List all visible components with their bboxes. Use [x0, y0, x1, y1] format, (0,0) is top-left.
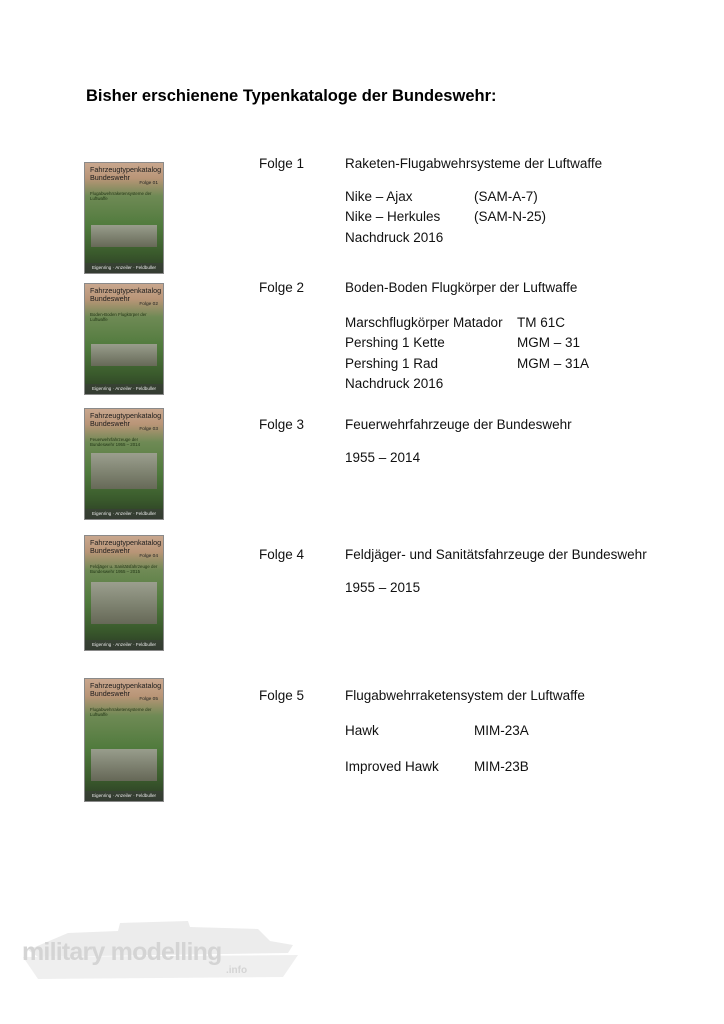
watermark-text: military modelling	[22, 938, 222, 966]
entry-line: Pershing 1 Kette	[345, 335, 445, 350]
catalog-cover-4	[84, 535, 164, 651]
cover-photo	[91, 225, 157, 247]
entry-line: Nachdruck 2016	[345, 230, 444, 245]
entry-code: TM 61C	[517, 315, 566, 330]
cover-folge: Folge 04	[139, 554, 158, 559]
entry-title: Flugabwehrraketensystem der Luftwaffe	[345, 688, 585, 703]
cover-subtitle: Flugabwehrraketensysteme der Luftwaffe	[90, 707, 152, 717]
cover-title-line2: Bundeswehr	[90, 419, 130, 428]
cover-footer: Eigenring · Anzeiler · Feldbuller	[85, 263, 163, 273]
watermark-suffix: .info	[226, 965, 248, 976]
cover-title-line1: Fahrzeugtypenkatalog	[90, 165, 162, 174]
entry-line: Pershing 1 Rad	[345, 356, 439, 371]
entry-code: (SAM-A-7)	[474, 189, 538, 204]
catalog-cover-2	[84, 283, 164, 395]
entry-title: Boden-Boden Flugkörper der Luftwaffe	[345, 280, 578, 295]
page-heading: Bisher erschienene Typenkataloge der Bundeswehr:	[86, 87, 497, 105]
cover-footer: Eigenring · Anzeiler · Feldbuller	[85, 509, 163, 519]
folge-label: Folge 5	[259, 688, 305, 703]
cover-title-line1: Fahrzeugtypenkatalog	[90, 286, 162, 295]
folge-label: Folge 3	[259, 417, 305, 432]
entry-line: Hawk	[345, 723, 379, 738]
entry-line: Nike – Ajax	[345, 189, 413, 204]
entry-line: Nachdruck 2016	[345, 376, 444, 391]
entry-line: Marschflugkörper Matador	[345, 315, 503, 330]
cover-title-line2: Bundeswehr	[90, 294, 130, 303]
cover-title-line1: Fahrzeugtypenkatalog	[90, 538, 162, 547]
entry-line: Nike – Herkules	[345, 209, 441, 224]
cover-folge: Folge 03	[139, 427, 158, 432]
entry-line: 1955 – 2014	[345, 450, 421, 465]
cover-subtitle: Flugabwehrraketensysteme der Luftwaffe	[90, 191, 152, 201]
entry-code: MIM-23B	[474, 759, 529, 774]
catalog-cover-5	[84, 678, 164, 802]
cover-photo	[91, 582, 157, 624]
catalog-cover-1	[84, 162, 164, 274]
cover-subtitle: Feuerwehrfahrzeuge der Bundeswehr 1955 – 2014	[90, 437, 141, 447]
entry-title: Raketen-Flugabwehrsysteme der Luftwaffe	[345, 156, 603, 171]
cover-title-line2: Bundeswehr	[90, 546, 130, 555]
cover-photo	[91, 453, 157, 489]
entry-line: Improved Hawk	[345, 759, 439, 774]
catalog-cover-3	[84, 408, 164, 520]
cover-subtitle: Feldjäger u. Sanitätsfahrzeuge der Bundeswehr 1955 – 2015	[90, 564, 158, 574]
entry-title: Feldjäger- und Sanitätsfahrzeuge der Bundeswehr	[345, 547, 647, 562]
folge-label: Folge 1	[259, 156, 305, 171]
entry-code: MGM – 31	[517, 335, 581, 350]
cover-title-line2: Bundeswehr	[90, 173, 130, 182]
cover-folge: Folge 01	[139, 181, 158, 186]
folge-label: Folge 4	[259, 547, 305, 562]
cover-footer: Eigenring · Anzeiler · Feldbuller	[85, 384, 163, 394]
entry-code: (SAM-N-25)	[474, 209, 547, 224]
cover-photo	[91, 749, 157, 781]
cover-folge: Folge 05	[139, 697, 158, 702]
entry-code: MGM – 31A	[517, 356, 590, 371]
cover-title-line1: Fahrzeugtypenkatalog	[90, 411, 162, 420]
cover-subtitle: Boden-Boden Flugkörper der Luftwaffe	[90, 312, 147, 322]
cover-photo	[91, 344, 157, 366]
folge-label: Folge 2	[259, 280, 305, 295]
cover-title-line1: Fahrzeugtypenkatalog	[90, 681, 162, 690]
entry-code: MIM-23A	[474, 723, 529, 738]
entry-title: Feuerwehrfahrzeuge der Bundeswehr	[345, 417, 572, 432]
cover-folge: Folge 02	[139, 302, 158, 307]
entry-line: 1955 – 2015	[345, 580, 421, 595]
cover-footer: Eigenring · Anzeiler · Feldbuller	[85, 791, 163, 801]
cover-footer: Eigenring · Anzeiler · Feldbuller	[85, 640, 163, 650]
cover-title-line2: Bundeswehr	[90, 689, 130, 698]
